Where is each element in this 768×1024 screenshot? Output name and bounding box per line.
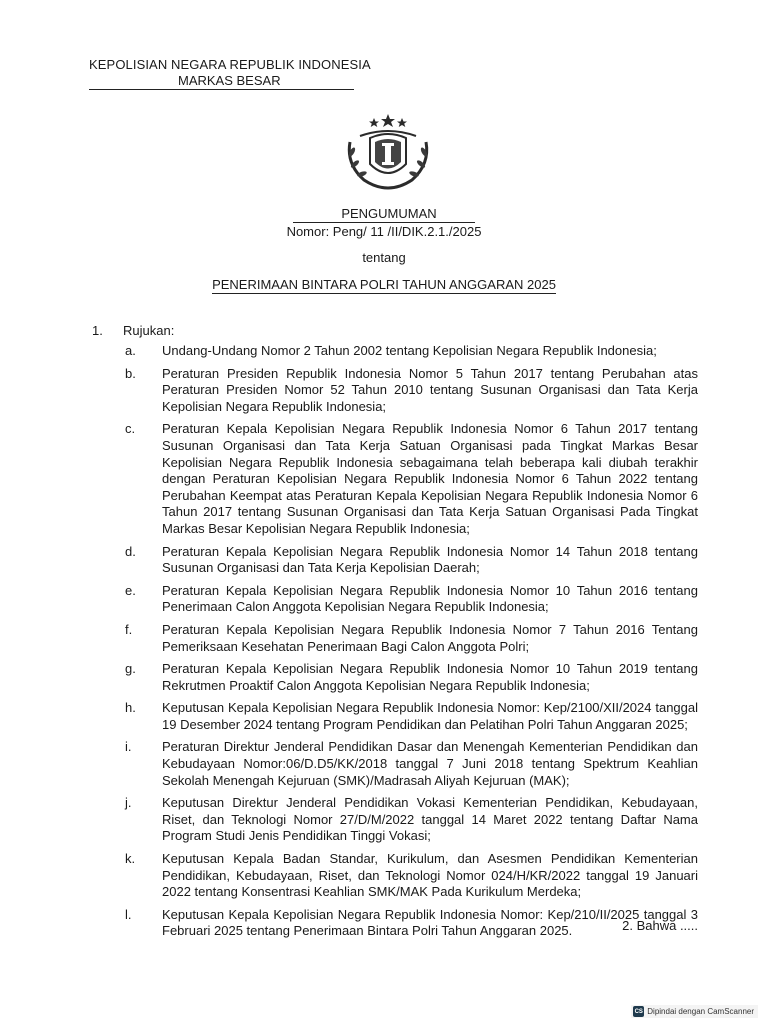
polri-tribrata-emblem-icon bbox=[340, 112, 436, 194]
continuation-marker: 2. Bahwa ..... bbox=[622, 918, 698, 933]
item-text: Keputusan Kepala Badan Standar, Kurikulum, dan Asesmen Pendidikan Kementerian Pendidikan, Kebudayaan, Riset, dan Teknologi Nomor 024/H/KR/2022 tanggal 19 Januari 2022 tentang Konsentrasi Keahlian SMK/MAK Pada Kurikulum Merdeka; bbox=[162, 851, 698, 900]
header-underline bbox=[89, 89, 354, 90]
item-letter: k. bbox=[125, 851, 136, 867]
header-unit: MARKAS BESAR bbox=[178, 73, 281, 88]
item-letter: d. bbox=[125, 543, 136, 559]
header-institution: KEPOLISIAN NEGARA REPUBLIK INDONESIA bbox=[89, 57, 371, 72]
item-letter: f. bbox=[125, 621, 133, 637]
item-letter: a. bbox=[125, 343, 136, 358]
scanner-watermark bbox=[631, 1005, 758, 1018]
list-item bbox=[0, 544, 768, 577]
list-item bbox=[0, 343, 768, 360]
reference-list bbox=[0, 343, 768, 946]
list-item bbox=[0, 421, 768, 537]
item-letter: h. bbox=[125, 700, 136, 716]
item-text: Keputusan Direktur Jenderal Pendidikan Vokasi Kementerian Pendidikan, Kebudayaan, Riset, dan Teknologi Nomor 27/D/M/2022 tanggal 14 Maret 2022 tentang Daftar Nama Program Studi Jenis Pendidikan Tinggi Vokasi; bbox=[162, 795, 698, 844]
item-letter: l. bbox=[125, 906, 132, 922]
item-text: Keputusan Kepala Kepolisian Negara Republik Indonesia Nomor: Kep/2100/XII/2024 tanggal 19 Desember 2024 tentang Program Pendidikan dan Pelatihan Polri Tahun Anggaran 2025; bbox=[162, 700, 698, 732]
scanner-label: Dipindai dengan CamScanner bbox=[647, 1007, 754, 1016]
list-item bbox=[0, 700, 768, 733]
list-item bbox=[0, 622, 768, 655]
item-letter: i. bbox=[125, 739, 132, 755]
item-letter: b. bbox=[125, 365, 136, 381]
item-text: Keputusan Kepala Kepolisian Negara Republik Indonesia Nomor: Kep/210/II/2025 tanggal 3 Februari 2025 tentang Penerimaan Bintara Polri Tahun Anggaran 2025. bbox=[162, 906, 698, 939]
item-text: Peraturan Kepala Kepolisian Negara Republik Indonesia Nomor 10 Tahun 2019 tentang Rekrutmen Proaktif Calon Anggota Kepolisian Negara Republik Indonesia; bbox=[162, 661, 698, 693]
item-letter: j. bbox=[125, 795, 132, 811]
item-text: Peraturan Kepala Kepolisian Negara Republik Indonesia Nomor 6 Tahun 2017 tentang Susunan Organisasi dan Tata Kerja Satuan Organisasi pada Tingkat Markas Besar Kepolisian Negara Republik Indonesia sebagaimana telah beberapa kali diubah terakhir dengan Peraturan Kepolisian Negara Republik Indonesia Nomor 6 Tahun 2022 tentang Perubahan Keempat atas Peraturan Kepala Kepolisian Negara Republik Indonesia Nomor 6 Tahun 2017 tentang Susunan Organisasi dan Tata Kerja Satuan Organisasi Pada Tingkat Markas Besar Kepolisian Negara Republik Indonesia; bbox=[162, 421, 698, 536]
list-item bbox=[0, 795, 768, 845]
section-number: 1. bbox=[92, 323, 103, 338]
item-letter: e. bbox=[125, 582, 136, 598]
list-item bbox=[0, 851, 768, 901]
item-text: Peraturan Direktur Jenderal Pendidikan Dasar dan Menengah Kementerian Pendidikan dan Kebudayaan Nomor:06/D.D5/KK/2018 tanggal 7 Juni 2018 tentang Spektrum Keahlian Sekolah Menengah Kejuruan (SMK)/Madrasah Aliyah Kejuruan (MAK); bbox=[162, 739, 698, 788]
list-item bbox=[0, 366, 768, 416]
announcement-subject: PENERIMAAN BINTARA POLRI TAHUN ANGGARAN 2025 bbox=[212, 277, 556, 292]
item-letter: c. bbox=[125, 421, 136, 437]
item-text: Peraturan Kepala Kepolisian Negara Republik Indonesia Nomor 10 Tahun 2016 tentang Penerimaan Calon Anggota Kepolisian Negara Republik Indonesia; bbox=[162, 582, 698, 615]
list-item bbox=[0, 661, 768, 694]
announcement-about: tentang bbox=[362, 250, 406, 265]
list-item bbox=[0, 739, 768, 789]
item-text: Undang-Undang Nomor 2 Tahun 2002 tentang Kepolisian Negara Republik Indonesia; bbox=[162, 343, 657, 358]
announcement-title: PENGUMUMAN bbox=[0, 206, 768, 223]
list-item bbox=[0, 583, 768, 616]
item-text: Peraturan Kepala Kepolisian Negara Republik Indonesia Nomor 7 Tahun 2016 Tentang Pemeriksaan Kesehatan Penerimaan Bagi Calon Anggota Polri; bbox=[162, 621, 698, 654]
item-letter: g. bbox=[125, 661, 136, 677]
camscanner-logo-icon: CS bbox=[633, 1006, 644, 1017]
item-text: Peraturan Presiden Republik Indonesia Nomor 5 Tahun 2017 tentang Perubahan atas Peraturan Presiden Nomor 52 Tahun 2010 tentang Susunan Organisasi dan Tata Kerja Kepolisian Negara Republik Indonesia; bbox=[162, 365, 698, 414]
section-title: Rujukan: bbox=[123, 323, 175, 338]
announcement-number: Nomor: Peng/ 11 /II/DIK.2.1./2025 bbox=[286, 224, 482, 239]
item-text: Peraturan Kepala Kepolisian Negara Republik Indonesia Nomor 14 Tahun 2018 tentang Susunan Organisasi dan Tata Kerja Kepolisian Daerah; bbox=[162, 543, 698, 576]
